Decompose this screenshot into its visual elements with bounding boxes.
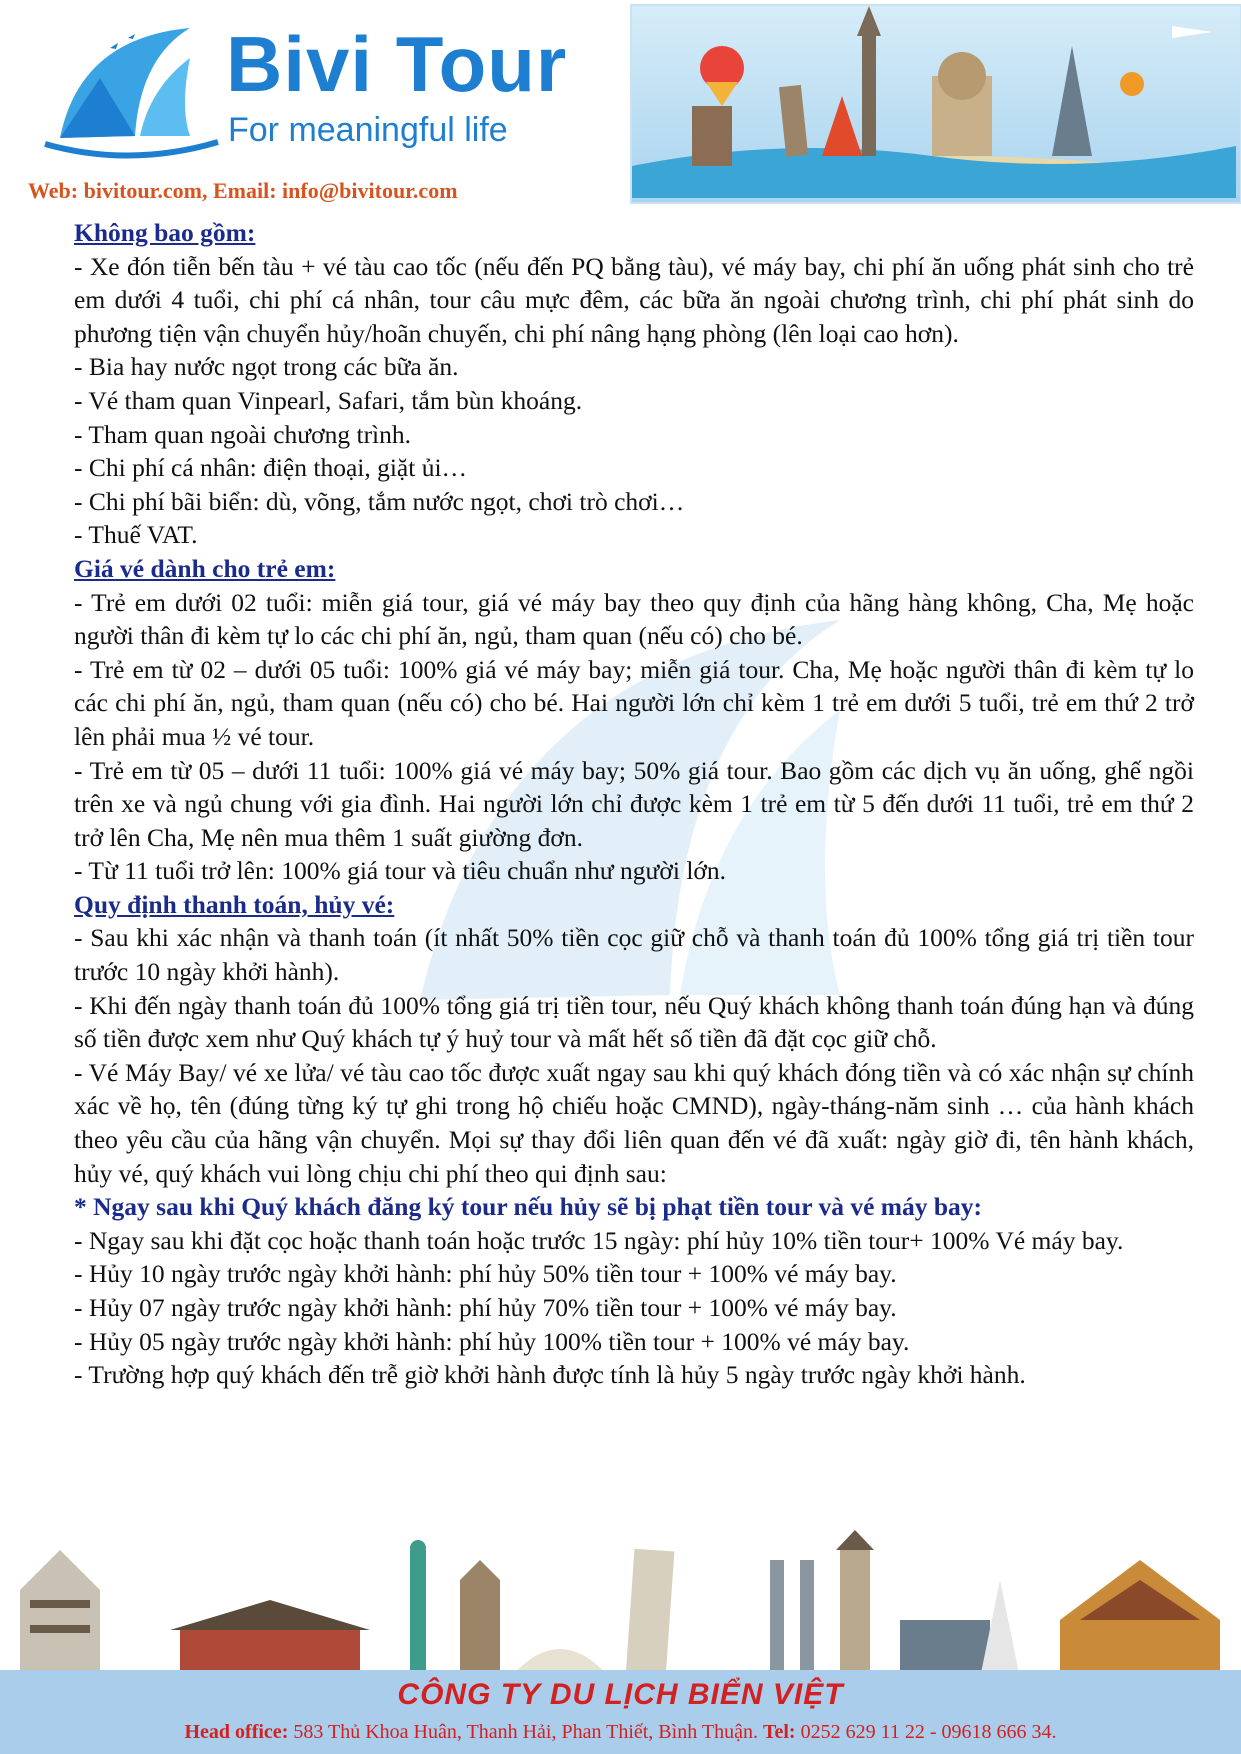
cancellation-item: - Hủy 07 ngày trước ngày khởi hành: phí hủy 70% tiền tour + 100% vé máy bay. [74,1293,897,1322]
payment-rule-item: - Vé Máy Bay/ vé xe lửa/ vé tàu cao tốc được xuất ngay sau khi quý khách đóng tiền và có xác nhận sự chính xác về họ, tên (đúng từng ký tự ghi trong hộ chiếu hoặc CMND), ngày-tháng-năm sinh … của hành khách theo yêu cầu của hãng vận chuyển. Mọi sự thay đổi liên quan đến vé đã xuất: ngày giờ đi, tên hành khách, hủy vé, quý khách vui lòng chịu chi phí theo qui định sau: [74,1057,1194,1188]
company-name: CÔNG TY DU LỊCH BIỂN VIỆT [397,1678,844,1711]
section-title-excluded: Không bao gồm: [74,218,256,247]
section-title-payment: Quy định thanh toán, hủy vé: [74,889,395,919]
office-label: Head office: [184,1721,289,1743]
children-price-item: - Trẻ em từ 02 – dưới 05 tuổi: 100% giá vé máy bay; miễn giá tour. Cha, Mẹ hoặc người thân đi kèm tự lo các chi phí ăn, ngủ, tham quan (nếu có) cho bé. Hai người lớn chỉ kèm 1 trẻ em dưới 5 tuổi, trẻ em thứ 2 trở lên phải mua ½ vé tour. [74,654,1194,751]
excluded-item: - Bia hay nước ngọt trong các bữa ăn. [74,352,459,382]
cancellation-penalty-title: * Ngay sau khi Quý khách đăng ký tour nếu hủy sẽ bị phạt tiền tour và vé máy bay: [74,1192,983,1222]
brand-name: Bivi Tour [226,20,568,108]
excluded-item: - Tham quan ngoài chương trình. [74,419,412,449]
travel-banner-image [630,4,1241,204]
excluded-item: - Chi phí bãi biển: dù, võng, tắm nước ngọt, chơi trò chơi… [74,486,685,516]
section-title-children: Giá vé dành cho trẻ em: [74,553,336,583]
payment-rule-item: - Sau khi xác nhận và thanh toán (ít nhất 50% tiền cọc giữ chỗ và thanh toán đủ 100% tổng giá trị tiền tour trước 10 ngày khởi hành). [74,923,1194,987]
tour-terms-content [74,216,1194,1392]
children-price-item: - Từ 11 tuổi trở lên: 100% giá tour và tiêu chuẩn như người lớn. [74,856,727,886]
excluded-item: - Chi phí cá nhân: điện thoại, giặt ủi… [74,453,468,483]
cancellation-item: - Hủy 05 ngày trước ngày khởi hành: phí hủy 100% tiền tour + 100% vé máy bay. [74,1326,910,1356]
excluded-item: - Vé tham quan Vinpearl, Safari, tắm bùn khoáng. [74,385,583,415]
tel-number: 0252 629 11 22 - 09618 666 34. [795,1721,1057,1743]
cancellation-item: - Trường hợp quý khách đến trễ giờ khởi hành được tính là hủy 5 ngày trước ngày khởi hành. [74,1360,1026,1390]
contact-web-line: Web: bivitour.com, Email: info@bivitour.com [28,178,458,203]
sailboat-logo-icon [40,18,220,168]
children-price-item: - Trẻ em dưới 02 tuổi: miễn giá tour, giá vé máy bay theo quy định của hãng hàng không, Cha, Mẹ hoặc người thân đi kèm tự lo các chi phí ăn, ngủ, tham quan (nếu có) cho bé. [74,587,1194,651]
brand-tagline: For meaningful life [228,111,508,149]
children-price-item: - Trẻ em từ 05 – dưới 11 tuổi: 100% giá vé máy bay; 50% giá tour. Bao gồm các dịch vụ ăn uống, ghế ngồi trên xe và ngủ chung với gia đình. Hai người lớn chỉ được kèm 1 trẻ em từ 5 đến dưới 11 tuổi, trẻ em thứ 2 trở lên Cha, Mẹ nên mua thêm 1 suất giường đơn. [74,755,1194,852]
cancellation-item: - Hủy 10 ngày trước ngày khởi hành: phí hủy 50% tiền tour + 100% vé máy bay. [74,1259,897,1289]
payment-rule-item: - Khi đến ngày thanh toán đủ 100% tổng giá trị tiền tour, nếu Quý khách không thanh toán đúng hạn và đúng số tiền được xem như Quý khách tự ý huỷ tour và mất hết số tiền đã đặt cọc giữ chỗ. [74,990,1194,1054]
excluded-item: - Thuế VAT. [74,520,198,550]
excluded-item: - Xe đón tiễn bến tàu + vé tàu cao tốc (nếu đến PQ bằng tàu), vé máy bay, chi phí ăn uống phát sinh cho trẻ em dưới 4 tuổi, chi phí cá nhân, tour câu mực đêm, các bữa ăn ngoài chương trình, chi phí phát sinh do phương tiện vận chuyển hủy/hoãn chuyến, chi phí nâng hạng phòng (lên loại cao hơn). [74,251,1194,348]
office-address: 583 Thủ Khoa Huân, Thanh Hải, Phan Thiết, Bình Thuận. [288,1721,763,1743]
head-office-address [0,1720,1241,1744]
landmarks-skyline-image [0,1530,1241,1678]
cancellation-item: - Ngay sau khi đặt cọc hoặc thanh toán hoặc trước 15 ngày: phí hủy 10% tiền tour+ 100% Vé máy bay. [74,1225,1124,1255]
page-header [0,0,1241,210]
tel-label: Tel: [762,1721,796,1743]
